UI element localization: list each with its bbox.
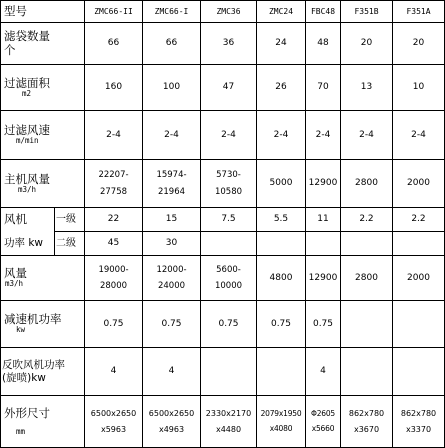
table-cell: 2-4 <box>341 111 393 160</box>
table-cell: 12900 <box>306 160 341 208</box>
stage1-label: 一级 <box>55 208 85 232</box>
table-row <box>1 232 445 256</box>
cell-line: x5660 <box>311 423 335 433</box>
row-unit: kw <box>16 325 26 335</box>
table-cell: 4800 <box>257 256 306 301</box>
table-row <box>1 111 445 160</box>
cell-line: 2079x1950 <box>260 409 302 419</box>
table-cell: 2.2 <box>393 208 445 232</box>
table-cell: 36 <box>201 23 257 65</box>
cell-line: x3370 <box>405 424 432 434</box>
table-cell: 66 <box>143 23 201 65</box>
row-label-text: 过滤风速 <box>4 123 50 138</box>
row-label-text: 风量 <box>4 266 27 281</box>
table-cell: 2000 <box>393 256 445 301</box>
table-cell <box>341 396 393 448</box>
table-cell: 11 <box>306 208 341 232</box>
row-label-text: 减速机功率 <box>4 312 62 327</box>
cell-line: 22207- <box>98 170 129 181</box>
table-cell <box>306 232 341 256</box>
row-label <box>1 160 85 208</box>
row-unit: 个 <box>4 42 16 57</box>
cell-line: x4080 <box>269 423 293 433</box>
table-cell: 0.75 <box>201 301 257 348</box>
row-unit: m3/h <box>5 279 24 289</box>
table-cell: 15 <box>143 208 201 232</box>
cell-line: x5963 <box>100 424 127 434</box>
header-label: 型号 <box>1 1 85 23</box>
table-cell <box>201 396 257 448</box>
table-cell <box>85 396 143 448</box>
table-cell <box>143 160 201 208</box>
table-cell <box>85 256 143 301</box>
cell-line: 15974- <box>156 170 187 181</box>
table-cell: 5.5 <box>257 208 306 232</box>
table-cell: 2-4 <box>393 111 445 160</box>
row-unit: mm <box>16 426 26 436</box>
table-cell: 13 <box>341 65 393 111</box>
cell-line: 10580 <box>214 186 243 197</box>
table-cell: 24 <box>257 23 306 65</box>
table-cell: 12900 <box>306 256 341 301</box>
row-label-text: 主机风量 <box>4 171 50 186</box>
model-header: FBC48 <box>306 1 341 23</box>
table-cell: 4 <box>85 348 143 396</box>
table-cell <box>393 348 445 396</box>
model-header: F351B <box>341 1 393 23</box>
table-cell: 4 <box>143 348 201 396</box>
table-cell: 66 <box>85 23 143 65</box>
table-row <box>1 65 445 111</box>
table-cell: 48 <box>306 23 341 65</box>
table-cell <box>201 348 257 396</box>
fan-power-label: 功率 kw <box>1 232 55 256</box>
cell-line: Φ2605 <box>311 409 335 419</box>
table-row <box>1 396 445 448</box>
table-cell: 26 <box>257 65 306 111</box>
cell-line: 6500x2650 <box>90 409 137 419</box>
table-cell <box>393 232 445 256</box>
table-cell: 45 <box>85 232 143 256</box>
table-cell <box>257 232 306 256</box>
table-cell: 2-4 <box>143 111 201 160</box>
cell-line: 10000 <box>214 281 243 291</box>
table-cell <box>143 256 201 301</box>
row-label-text: 过滤面积 <box>4 75 50 90</box>
model-header: ZMC36 <box>201 1 257 23</box>
table-cell: 5000 <box>257 160 306 208</box>
row-unit: m2 <box>22 88 32 98</box>
cell-line: 12000- <box>156 264 187 275</box>
table-cell <box>341 301 393 348</box>
table-cell: 2-4 <box>85 111 143 160</box>
table-cell: 2000 <box>393 160 445 208</box>
table-cell: 20 <box>341 23 393 65</box>
row-label <box>1 256 85 301</box>
table-cell <box>257 396 306 448</box>
table-row <box>1 348 445 396</box>
model-header: ZMC66-II <box>85 1 143 23</box>
stage2-label: 二级 <box>55 232 85 256</box>
fan-label: 风机 <box>1 208 55 232</box>
model-header: F351A <box>393 1 445 23</box>
cell-line: 24000 <box>157 281 186 291</box>
row-label <box>1 301 85 348</box>
table-row <box>1 256 445 301</box>
table-cell <box>201 160 257 208</box>
cell-line: 6500x2650 <box>148 409 195 419</box>
table-row <box>1 23 445 65</box>
table-cell: 2-4 <box>257 111 306 160</box>
cell-line: 862x780 <box>400 409 437 419</box>
row-unit: m3/h <box>18 184 37 194</box>
table-cell: 4 <box>306 348 341 396</box>
row-label-text: 外形尺寸 <box>4 405 50 420</box>
row-label <box>1 396 85 448</box>
table-cell: 2800 <box>341 256 393 301</box>
table-cell <box>393 301 445 348</box>
table-row <box>1 208 445 232</box>
row-unit: (旋喷)kw <box>2 371 46 384</box>
table-cell <box>85 160 143 208</box>
table-cell: 7.5 <box>201 208 257 232</box>
cell-line: x3670 <box>353 424 380 434</box>
cell-line: 27758 <box>99 186 128 197</box>
table-cell: 160 <box>85 65 143 111</box>
table-cell <box>306 396 341 448</box>
table-cell: 0.75 <box>257 301 306 348</box>
table-cell: 2-4 <box>306 111 341 160</box>
cell-line: x4480 <box>215 424 242 434</box>
row-label-text: 滤袋数量 <box>4 29 50 44</box>
table-cell: 30 <box>143 232 201 256</box>
cell-line: 5600- <box>216 264 241 275</box>
row-label <box>1 348 85 396</box>
cell-line: 862x780 <box>348 409 385 419</box>
table-cell <box>201 232 257 256</box>
table-row <box>1 160 445 208</box>
table-cell: 20 <box>393 23 445 65</box>
table-cell: 2.2 <box>341 208 393 232</box>
table-cell <box>257 348 306 396</box>
cell-line: 5730- <box>216 170 241 181</box>
table-cell <box>341 348 393 396</box>
row-label-text: 反吹风机功率 <box>2 359 65 372</box>
cell-line: 19000- <box>98 264 129 275</box>
table-cell: 47 <box>201 65 257 111</box>
table-cell: 70 <box>306 65 341 111</box>
row-label <box>1 65 85 111</box>
cell-line: x4963 <box>158 424 185 434</box>
model-header: ZMC24 <box>257 1 306 23</box>
row-unit: m/min <box>16 136 39 146</box>
table-cell <box>201 256 257 301</box>
table-cell: 0.75 <box>143 301 201 348</box>
table-cell <box>143 396 201 448</box>
table-row <box>1 301 445 348</box>
header-row <box>1 1 445 23</box>
table-cell: 2800 <box>341 160 393 208</box>
table-cell: 0.75 <box>306 301 341 348</box>
model-header: ZMC66-I <box>143 1 201 23</box>
table-cell <box>341 232 393 256</box>
cell-line: 21964 <box>157 186 186 197</box>
table-cell <box>393 396 445 448</box>
row-label <box>1 111 85 160</box>
table-cell: 2-4 <box>201 111 257 160</box>
row-label <box>1 23 85 65</box>
table-cell: 0.75 <box>85 301 143 348</box>
table-cell: 10 <box>393 65 445 111</box>
table-cell: 22 <box>85 208 143 232</box>
cell-line: 28000 <box>99 281 128 291</box>
cell-line: 2330x2170 <box>205 409 252 419</box>
table-cell: 100 <box>143 65 201 111</box>
